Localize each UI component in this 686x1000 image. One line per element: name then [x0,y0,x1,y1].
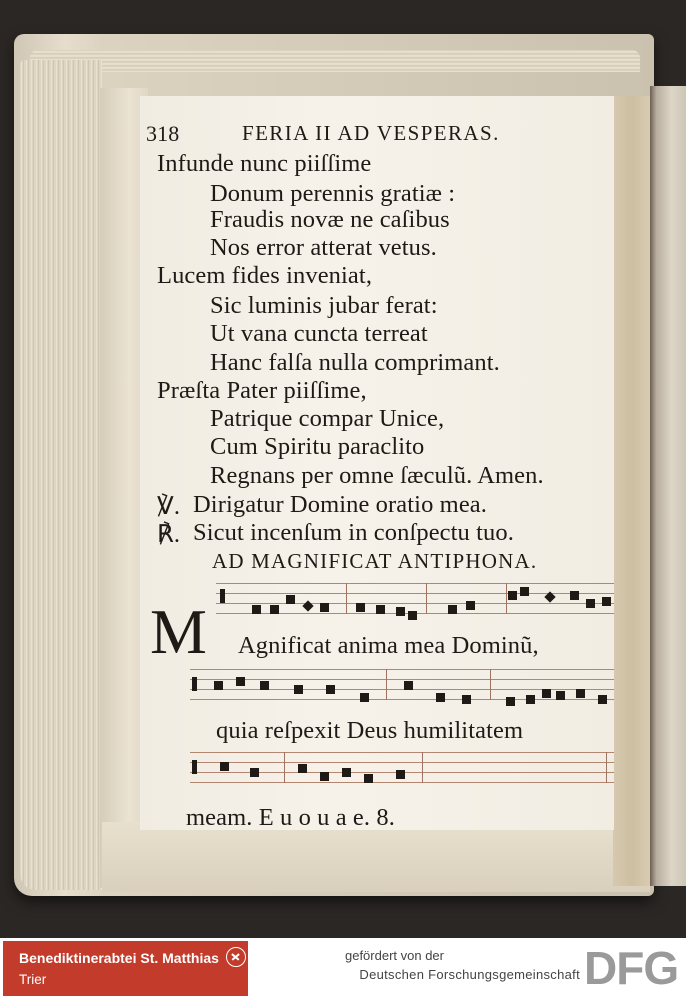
hymn-line: Patrique compar Unice, [210,405,445,432]
funded-by-label: gefördert von der [344,948,444,963]
running-title: FERIA II AD VESPERAS. [242,121,500,145]
neume [586,599,595,608]
neume [408,611,417,620]
neume [396,607,405,616]
drop-cap: M [150,596,207,667]
neume [286,595,295,604]
music-staff [190,669,614,709]
neume [508,591,517,600]
hymn-line: Sic luminis jubar ferat: [210,292,438,319]
neume [404,681,413,690]
repair-band [613,96,651,886]
neume [466,601,475,610]
page-number: 318 [146,121,180,146]
footer-banner [0,938,686,1000]
neume [448,605,457,614]
dfg-logo[interactable]: DFG [584,942,679,994]
hymn-line: Præſta Pater piiſſime, [157,377,367,404]
institution-badge[interactable] [3,941,248,996]
clef [220,589,225,603]
neume [602,597,611,606]
neume [506,697,515,706]
antiphon-text-line: Agnificat anima mea Dominũ, [238,632,539,659]
antiphon-heading: AD MAGNIFICAT ANTIPHONA. [212,549,538,573]
neume [556,691,565,700]
neume [250,768,259,777]
neume [294,685,303,694]
hymn-line: Hanc falſa nulla comprimant. [210,349,500,376]
neume [342,768,351,777]
neume [570,591,579,600]
hymn-line: Ut vana cuncta terreat [210,320,428,347]
funder-name: Deutschen Forschungsgemeinschaft [359,967,580,982]
page-edges-left [20,60,102,890]
music-staff [190,752,614,792]
neume [236,677,245,686]
hymn-line: Infunde nunc piiſſime [157,150,372,177]
neume [260,681,269,690]
neume [220,762,229,771]
clef [192,760,197,774]
response-symbol: ℟. [157,521,181,548]
neume [364,774,373,783]
versicle-text: Dirigatur Domine oratio mea. [193,491,487,518]
abbey-logo-icon [226,947,246,967]
antiphon-text-line: meam. E u o u a e. 8. [186,804,395,831]
music-staff [216,583,614,623]
hymn-line: Nos error atterat vetus. [210,234,437,261]
neume [326,685,335,694]
neume [214,681,223,690]
neume [520,587,529,596]
neume [576,689,585,698]
neume [320,772,329,781]
institution-name: Benediktinerabtei St. Matthias [19,950,219,966]
antiphon-text-line: quia reſpexit Deus humilitatem [216,717,524,744]
versicle-symbol: ℣. [157,493,181,520]
neume [526,695,535,704]
neume [320,603,329,612]
neume [270,605,279,614]
clef [192,677,197,691]
hymn-line: Lucem fides inveniat, [157,262,373,289]
neume [376,605,385,614]
hymn-line: Fraudis novæ ne caſibus [210,206,450,233]
neume [542,689,551,698]
neume [252,605,261,614]
neume [360,693,369,702]
page-bottom-strip [102,822,650,892]
hymn-line: Donum perennis gratiæ : [210,180,456,207]
hymn-line: Regnans per omne ſæculũ. Amen. [210,462,544,489]
facing-page-edge [650,86,686,886]
hymn-line: Cum Spiritu paraclito [210,433,425,460]
neume [598,695,607,704]
neume [298,764,307,773]
neume [462,695,471,704]
neume [436,693,445,702]
neume [356,603,365,612]
neume [396,770,405,779]
response-text: Sicut incenſum in conſpectu tuo. [193,519,514,546]
institution-city: Trier [19,972,47,987]
page-edges-top [30,50,640,72]
